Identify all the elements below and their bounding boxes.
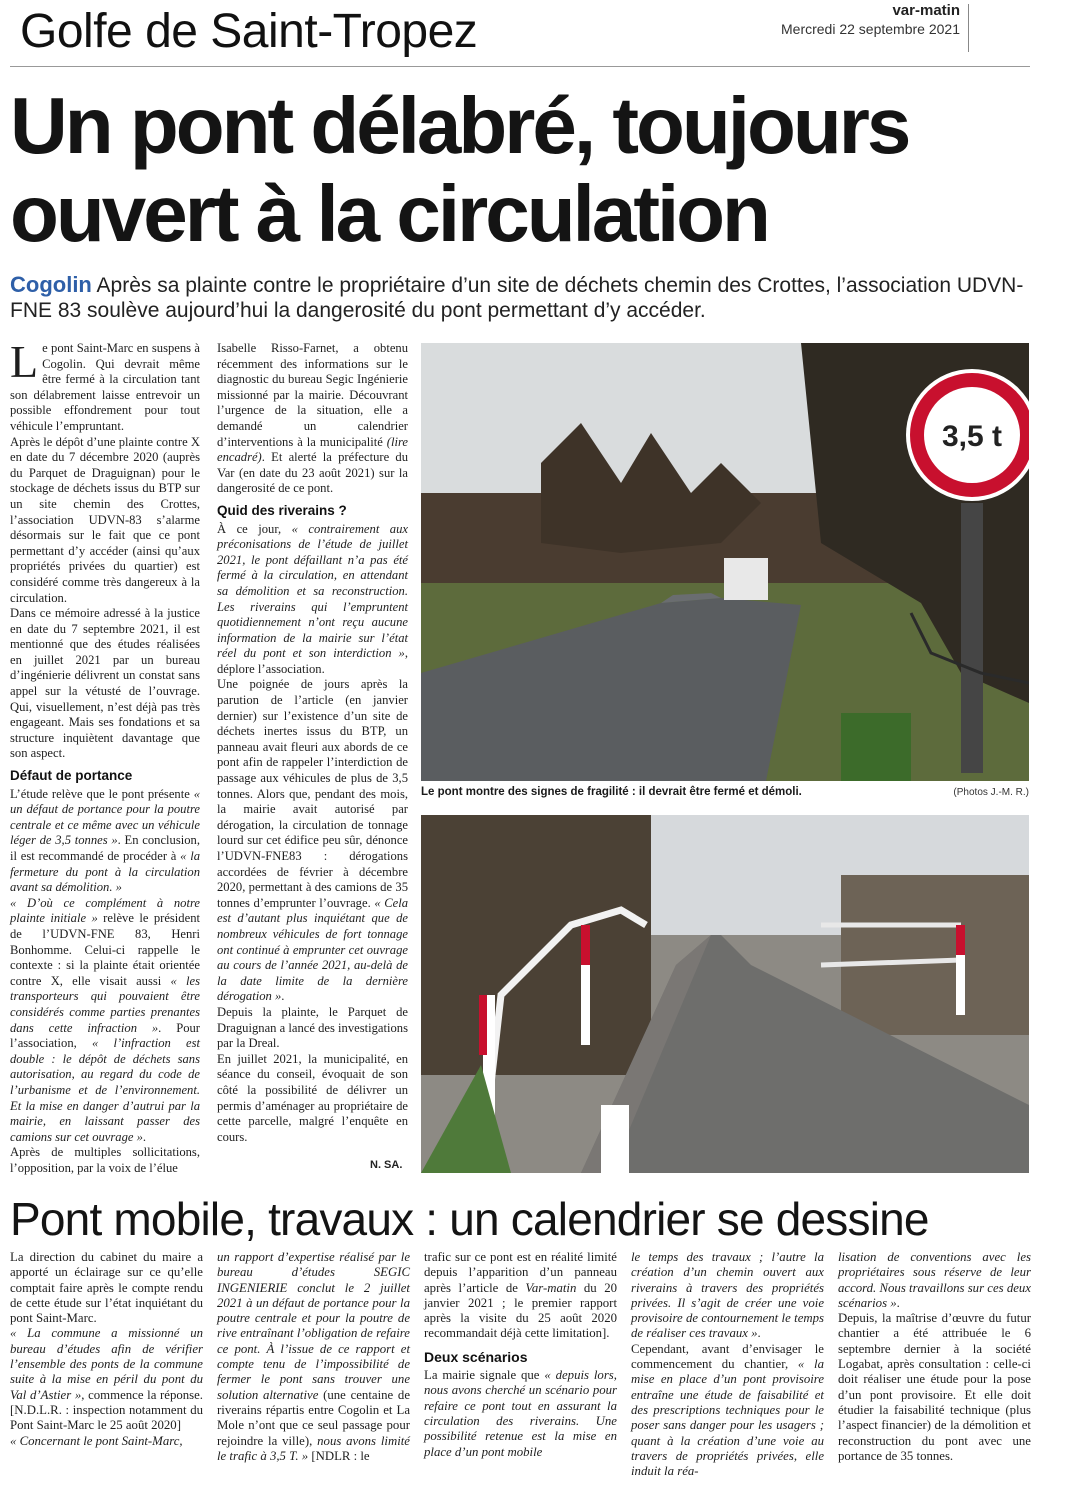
article-headline [10,82,1050,258]
photo-credit: (Photos J.-M. R.) [953,787,1029,798]
article-paragraph: « D’où ce complément à notre plainte initiale » relève le président de l’UDVN-FNE 83, Henri Bonhomme. Celui-ci rappelle le contexte : si la plainte était orientée contre X, elle visait aussi « les transporteurs qui pouvaient être considérés comme parties prenantes dans cette infraction ». Pour l’association, « l’infraction est double : le dépôt de déchets sans autorisation, au regard du code de l’urbanisme et de l’environnement. Et la mise en danger d’autrui par la mairie, en laissant passer des camions sur cet ouvrage ». [10,895,200,1144]
section-title: Golfe de Saint-Tropez [20,5,478,58]
article-paragraph: Une poignée de jours après la parution de l’article (en janvier dernier) sur l’existence d’un site de déchets inertes issus du BTP, un panneau avait fleuri aux abords de ce pont afin de rappeler l’interdiction de passage aux véhicules de plus de 3,5 tonnes. Alors que, pendant des mois, la mairie avait autorisé par dérogation, la circulation de tonnage lourd sur cet édifice peu sûr, dénonce l’UDVN-FNE83 : dérogations accordées de février à décembre 2020, permettant à des camions de 35 tonnes d’emprunter l’ouvrage. « Cela est d’autant plus inquiétant que de nombreux véhicules de fort tonnage ont continué à emprunter cet ouvrage au cours de l’année 2021, au-delà de la date limite de la dernière dérogation ». [217,677,408,1004]
article-paragraph: Après le dépôt d’une plainte contre X en date du 7 décembre 2020 (auprès du Parquet de Draguignan) pour le stockage de déchets issus du BTP sur un site chemin des Crottes, l’association UDVN-83 s’alarme désormais sur le fait que ce pont permettant d’y accéder (ainsi qu’aux propriétés privées du quartier) est considéré comme très dangereux à la circulation. [10,434,200,605]
article-paragraph: Le pont Saint-Marc en suspens à Cogolin. Qui devrait même être fermé à la circulation tant son délabrement laisse entrevoir un possible effondrement pour tout véhicule l’empruntant. [10,336,200,433]
subheading: Défaut de portance [10,768,133,784]
article-column-1 [10,336,200,1176]
article-paragraph: Depuis la plainte, le Parquet de Draguignan a lancé des investigations par la Dreal. [217,1004,408,1051]
article-paragraph: À ce jour, « contrairement aux préconisations de l’étude de juillet 2021, le pont défaillant n’a pas été fermé à la circulation, en attendant sa démolition et sa reconstruction. Les riverains qui l’empruntent quotidiennement n’ont reçu aucune information de la mairie sur l’état réel du pont et son interdiction », déplore l’association. [217,521,408,676]
headline-line-1: Un pont délabré, toujours [10,81,909,170]
article-lede [10,272,1040,323]
sidebar-column-4: le temps des travaux ; l’autre la création d’un chemin ouvert aux riverains à travers des propriétés privées. Il s’agit de créer une voie provisoire de contournement le temps de réaliser ces travaux ». Cependant, avant d’envisager le commencement du chantier, « la mise en place d’un pont provisoire entraîne une étude de faisabilité et des prescriptions techniques pour le poser sans danger pour les usagers ; quant à la création d’une voie au travers de propriétés privées, elle induit la réa- [631,1250,824,1479]
photo-road-sign [421,343,1029,781]
author-signature: N. SA. [370,1159,403,1171]
lede-text: Après sa plainte contre le propriétaire d’un site de déchets chemin des Crottes, l’association UDVN-FNE 83 soulève aujourd’hui la dangerosité du pont permettant d’y accéder. [10,274,1024,322]
caption-text: Le pont montre des signes de fragilité : il devrait être fermé et démoli. [421,786,802,798]
sidebar-column-1: La direction du cabinet du maire a apporté un éclairage sur ce qu’elle comptait faire après le compte rendu de cette étude sur l’état inquiétant du pont Saint-Marc. « La commune a missionné un bureau d’études afin de vérifier l’ensemble des ponts de la commune suite à la mise en péril du pont du Val d’Astier », commence la réponse. [N.D.L.R. : inspection notamment du Pont Saint-Marc le 25 août 2020] « Concernant le pont Saint-Marc, [10,1250,203,1448]
newspaper-name: var-matin [892,2,960,19]
article-paragraph: Après de multiples sollicitations, l’opposition, par la voix de l’élue [10,1145,200,1175]
publication-date: Mercredi 22 septembre 2021 [781,21,960,37]
masthead [781,2,960,37]
article-paragraph: Isabelle Risso-Farnet, a obtenu récemment des informations sur le diagnostic du bureau Segic Ingénierie missionné par la mairie. Découvrant l’urgence de la situation, elle a demandé un calendrier d’interventions à la municipalité (lire encadré). Et alerté la préfecture du Var (en date du 23 août 2021) sur la dangerosité de ce pont. [217,341,408,496]
photo-road-sign-image [421,343,1029,781]
headline-line-2: ouvert à la circulation [10,169,768,258]
subheading: Deux scénarios [424,1348,528,1365]
sidebar-column-2: un rapport d’expertise réalisé par le bureau d’études SEGIC INGENIERIE conclut le 2 juillet 2021 à un défaut de portance pour la poutre centrale et pour la poutre de rive entraînant l’obligation de refaire ce pont. À l’issue de ce rapport et compte tenu de l’impossibilité de fermer le pont sans trouver une solution alternative (une centaine de riverains répartis entre Cogolin et La Mole n’ont que ce seul passage pour rejoindre la ville), nous avons limité le trafic à 3,5 T. » [NDLR : le [217,1250,410,1463]
photo-bridge [421,815,1029,1173]
sidebar-column-5: lisation de conventions avec les propriétaires sous réserve de leur accord. Nous travaillons sur ces deux scénarios ». Depuis, la maîtrise d’œuvre du futur chantier a été attribuée le 6 septembre dernier à la société Logabat, après consultation : celle-ci doit réaliser une étude pour la pose d’un pont provisoire. Et elle doit étudier la faisabilité technique (plus l’aspect financier) de la démolition et reconstruction du pont avec une portance de 35 tonnes. [838,1250,1031,1463]
photo-bridge-image [421,815,1029,1173]
photo-caption [421,786,1029,798]
header-rule [10,66,1030,67]
sign-weight-label: 3,5 t [941,420,1003,453]
sidebar-headline: Pont mobile, travaux : un calendrier se dessine [10,1193,929,1245]
article-paragraph: Dans ce mémoire adressé à la justice en date du 7 septembre 2021, il est mentionné que des études réalisées en juillet 2021 par un bureau d’ingénierie délivrent un constat sans appel sur la vétusté de l’ouvrage. Qui, visuellement, n’est déjà pas très engageant. Mais ses fondations et sa structure inquiètent davantage que son aspect. [10,606,200,761]
article-paragraph: En juillet 2021, la municipalité, en séance du conseil, évoquait de son côté la possibilité de délivrer un permis d’aménager au propriétaire de cette parcelle, malgré l’enquête en cours. [217,1051,408,1144]
subheading: Quid des riverains ? [217,502,347,518]
sidebar-column-3: trafic sur ce pont est en réalité limité depuis l’apparition d’un panneau après l’article de Var-matin du 20 janvier 2021 ; le premier rapport après la visite du 25 août 2020 recommandait déjà cette limitation]. Deux scénarios La mairie signale que « depuis lors, nous avons cherché un scénario pour refaire ce pont tout en assurant la circulation des riverains. Une possibilité retenue est la mise en place d’un pont mobile [424,1250,617,1459]
lede-place: Cogolin [10,272,92,297]
article-column-2 [217,341,408,1145]
dropcap: L [10,336,39,387]
masthead-divider [968,4,969,52]
article-paragraph: L’étude relève que le pont présente « un défaut de portance pour la poutre centrale et ce même avec un véhicule léger de 3,5 tonnes ». En conclusion, il est recommandé de procéder à « la fermeture du pont à la circulation avant sa démolition. » [10,786,200,895]
